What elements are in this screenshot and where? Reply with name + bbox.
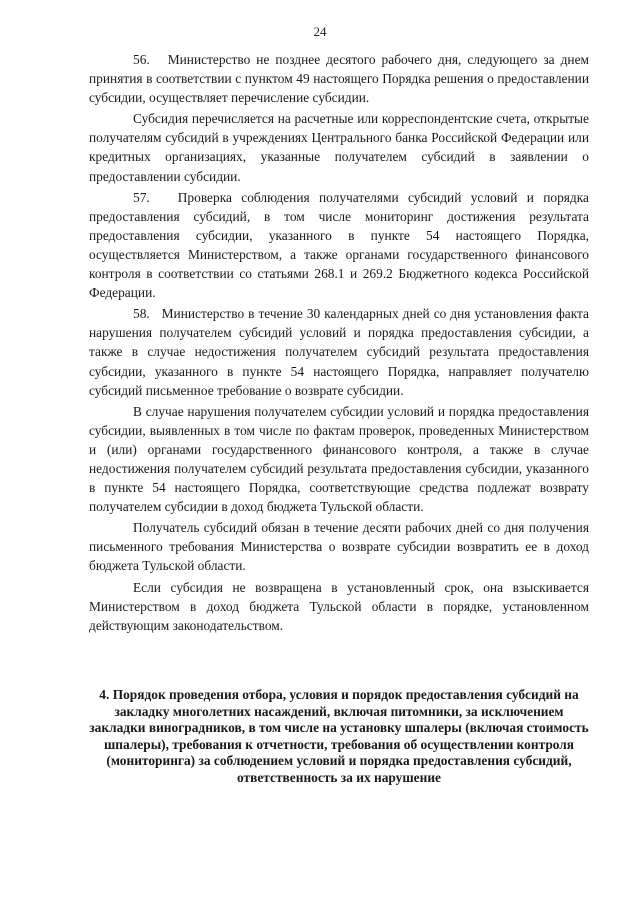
paragraph-56: 56. Министерство не позднее десятого рабочего дня, следующего за днем принятия в соответствии с пунктом 49 настоящего Порядка решения о предоставлении субсидии, осуществляет перечисление субсидии.	[89, 52, 589, 106]
paragraph-56-accounts: Субсидия перечисляется на расчетные или корреспондентские счета, открытые получателям субсидий в учреждениях Центрального банка Российской Федерации или кредитных организациях, указанные получателем субсидий в заявлении о предоставлении субсидии.	[89, 111, 589, 184]
paragraph-58-recovery: Если субсидия не возвращена в установленный срок, она взыскивается Министерством в доход бюджета Тульской области в порядке, установленном действующим законодательством.	[89, 579, 589, 633]
paragraph-57: 57. Проверка соблюдения получателями субсидий условий и порядка предоставления субсидий, в том числе мониторинг достижения результата предоставления субсидии, указанного в пункте 54 настоящего Порядка, осуществляется Министерством, а также органами государственного финансового контроля в соответствии со статьями 268.1 и 269.2 Бюджетного кодекса Российской Федерации.	[89, 189, 589, 301]
section-heading: 4. Порядок проведения отбора, условия и порядок предоставления субсидий на закладку многолетних насаждений, включая питомники, за исключением закладки виноградников, в том числе на установку шпалеры (включая стоимость шпалеры), требования к отчетности, требования об осуществлении контроля (мониторинга) за соблюдением условий и порядка предоставления субсидий, ответственность за их нарушение	[89, 687, 589, 785]
paragraph-58: 58. Министерство в течение 30 календарных дней со дня установления факта нарушения получателем субсидий условий и порядка предоставления субсидии, а также в случае недостижения получателем субсидий результата предоставления субсидии, указанного в пункте 54 настоящего Порядка, направляет получателю субсидий письменное требование о возврате субсидии.	[89, 306, 589, 398]
document-body	[89, 50, 589, 637]
page-number: 24	[313, 24, 327, 39]
paragraph-58-return-obligation: Получатель субсидий обязан в течение десяти рабочих дней со дня получения письменного требования Министерства о возврате субсидии возвратить ее в доход бюджета Тульской области.	[89, 520, 589, 574]
paragraph-58-violation: В случае нарушения получателем субсидии условий и порядка предоставления субсидии, выявленных в том числе по фактам проверок, проведенных Министерством и (или) органами государственного финансового контроля, а также в случае недостижения получателем субсидий результата предоставления субсидии, указанного в пункте 54 настоящего Порядка, соответствующие средства подлежат возврату получателем субсидии в доход бюджета Тульской области.	[89, 403, 589, 515]
